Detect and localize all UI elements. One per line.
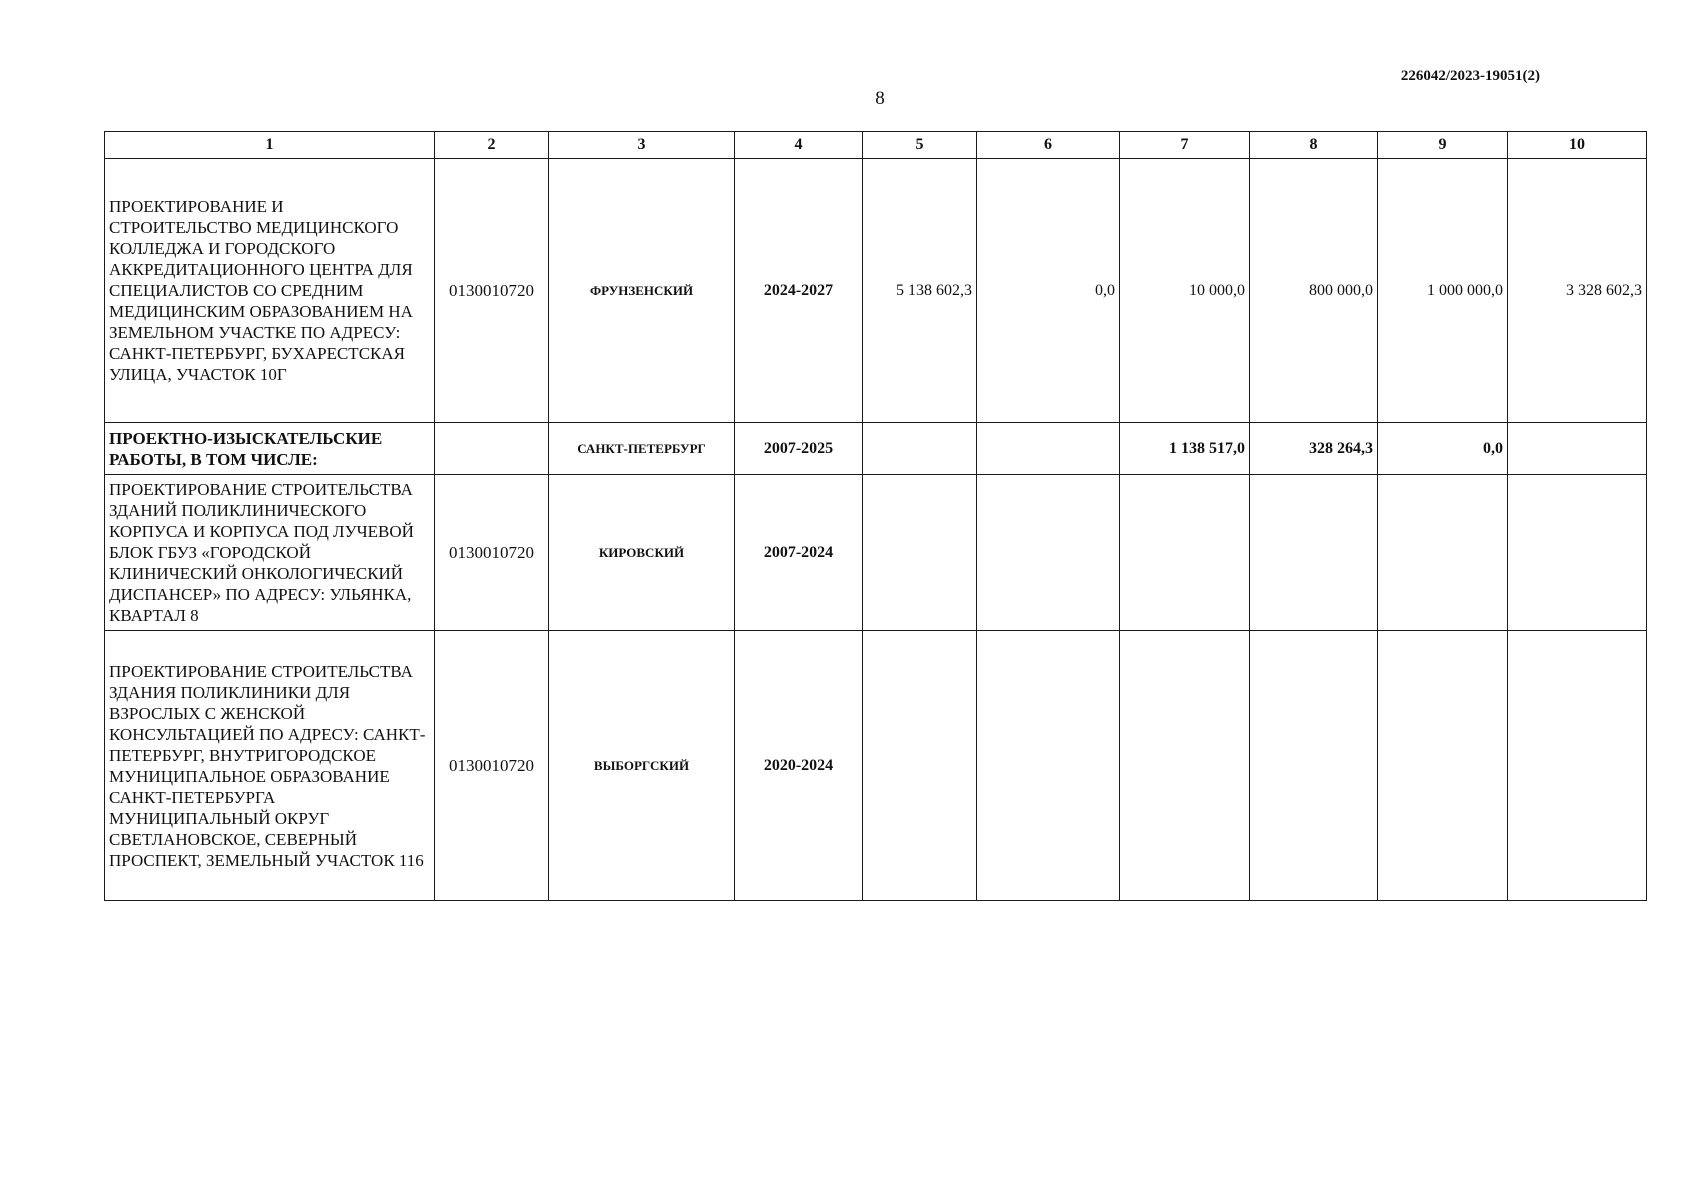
district: КИРОВСКИЙ — [549, 475, 735, 631]
object-name: ПРОЕКТИРОВАНИЕ СТРОИТЕЛЬСТВА ЗДАНИЯ ПОЛИКЛИНИКИ ДЛЯ ВЗРОСЛЫХ С ЖЕНСКОЙ КОНСУЛЬТАЦИЕЙ ПО АДРЕСУ: САНКТ-ПЕТЕРБУРГ, ВНУТРИГОРОДСКОЕ МУНИЦИПАЛЬНОЕ ОБРАЗОВАНИЕ САНКТ-ПЕТЕРБУРГА МУНИЦИПАЛЬНЫЙ ОКРУГ СВЕТЛАНОВСКОЕ, СЕВЕРНЫЙ ПРОСПЕКТ, ЗЕМЕЛЬНЫЙ УЧАСТОК 116 — [105, 631, 435, 901]
document-reference: 226042/2023-19051(2) — [1400, 68, 1540, 84]
value-col9: 1 000 000,0 — [1378, 159, 1508, 423]
value-col10: 3 328 602,3 — [1508, 159, 1647, 423]
table-row — [105, 631, 1647, 901]
column-header: 1 — [105, 132, 435, 159]
value-col10 — [1508, 631, 1647, 901]
value-col5 — [863, 423, 977, 475]
value-col5 — [863, 475, 977, 631]
value-col10 — [1508, 475, 1647, 631]
value-col8 — [1250, 631, 1378, 901]
table-row — [105, 475, 1647, 631]
object-name: ПРОЕКТИРОВАНИЕ СТРОИТЕЛЬСТВА ЗДАНИЙ ПОЛИКЛИНИЧЕСКОГО КОРПУСА И КОРПУСА ПОД ЛУЧЕВОЙ БЛОК ГБУЗ «ГОРОДСКОЙ КЛИНИЧЕСКИЙ ОНКОЛОГИЧЕСКИЙ ДИСПАНСЕР» ПО АДРЕСУ: УЛЬЯНКА, КВАРТАЛ 8 — [105, 475, 435, 631]
value-col7: 10 000,0 — [1120, 159, 1250, 423]
column-header: 6 — [977, 132, 1120, 159]
value-col6 — [977, 631, 1120, 901]
value-col7: 1 138 517,0 — [1120, 423, 1250, 475]
value-col8: 328 264,3 — [1250, 423, 1378, 475]
district: САНКТ-ПЕТЕРБУРГ — [549, 423, 735, 475]
investment-table — [104, 131, 1647, 901]
budget-code: 0130010720 — [435, 159, 549, 423]
period: 2007-2025 — [735, 423, 863, 475]
value-col5: 5 138 602,3 — [863, 159, 977, 423]
value-col9 — [1378, 631, 1508, 901]
column-header: 8 — [1250, 132, 1378, 159]
value-col10 — [1508, 423, 1647, 475]
period: 2024-2027 — [735, 159, 863, 423]
value-col7 — [1120, 475, 1250, 631]
value-col5 — [863, 631, 977, 901]
value-col9: 0,0 — [1378, 423, 1508, 475]
column-header: 2 — [435, 132, 549, 159]
table-row — [105, 159, 1647, 423]
budget-code: 0130010720 — [435, 631, 549, 901]
object-name: ПРОЕКТНО-ИЗЫСКАТЕЛЬСКИЕ РАБОТЫ, В ТОМ ЧИСЛЕ: — [105, 423, 435, 475]
column-header: 7 — [1120, 132, 1250, 159]
table-row — [105, 423, 1647, 475]
period: 2020-2024 — [735, 631, 863, 901]
district: ФРУНЗЕНСКИЙ — [549, 159, 735, 423]
column-header: 9 — [1378, 132, 1508, 159]
value-col9 — [1378, 475, 1508, 631]
column-header: 5 — [863, 132, 977, 159]
budget-code: 0130010720 — [435, 475, 549, 631]
district: ВЫБОРГСКИЙ — [549, 631, 735, 901]
object-name: ПРОЕКТИРОВАНИЕ И СТРОИТЕЛЬСТВО МЕДИЦИНСКОГО КОЛЛЕДЖА И ГОРОДСКОГО АККРЕДИТАЦИОННОГО ЦЕНТРА ДЛЯ СПЕЦИАЛИСТОВ СО СРЕДНИМ МЕДИЦИНСКИМ ОБРАЗОВАНИЕМ НА ЗЕМЕЛЬНОМ УЧАСТКЕ ПО АДРЕСУ: САНКТ-ПЕТЕРБУРГ, БУХАРЕСТСКАЯ УЛИЦА, УЧАСТОК 10Г — [105, 159, 435, 423]
value-col6 — [977, 475, 1120, 631]
value-col7 — [1120, 631, 1250, 901]
value-col6: 0,0 — [977, 159, 1120, 423]
page-number: 8 — [875, 88, 885, 109]
value-col6 — [977, 423, 1120, 475]
column-header: 10 — [1508, 132, 1647, 159]
column-header: 3 — [549, 132, 735, 159]
column-number-row — [105, 132, 1647, 159]
budget-code — [435, 423, 549, 475]
value-col8 — [1250, 475, 1378, 631]
column-header: 4 — [735, 132, 863, 159]
period: 2007-2024 — [735, 475, 863, 631]
value-col8: 800 000,0 — [1250, 159, 1378, 423]
